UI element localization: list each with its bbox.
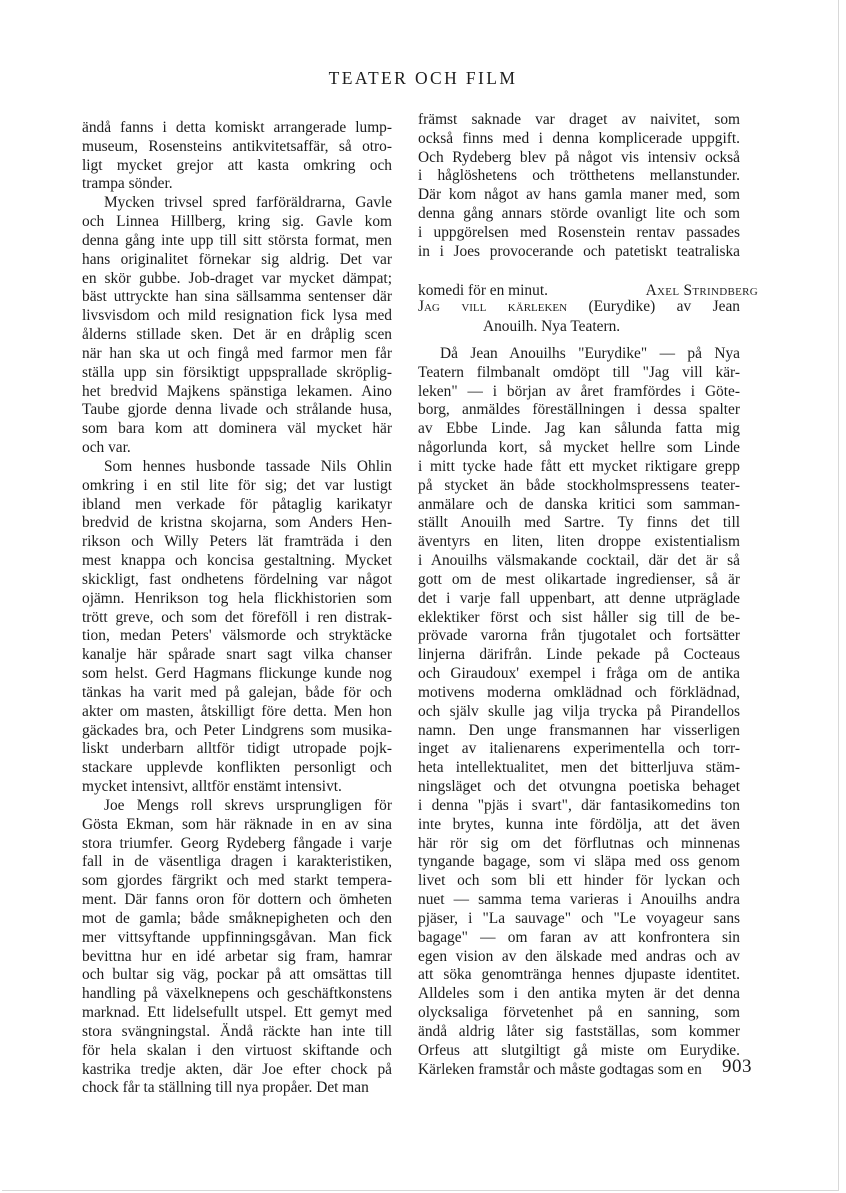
play-title: Jag vill kärleken <box>418 298 568 315</box>
play-author-first: Jean <box>712 298 740 315</box>
right-column-line: denna gång annars störde ovanligt lite och som <box>418 205 740 223</box>
left-column-line: Gösta Ekman, som här räknade in en av sina <box>82 815 392 833</box>
right-column-line: motivens moderna omklädnad och förklädnad, <box>418 683 740 701</box>
right-column-line: nuet — samma tema varieras i Anouilhs andra <box>418 891 740 909</box>
left-column-line: hans originalitet förnekar sig aldrig. Det var <box>82 250 392 268</box>
right-column-line: ningsläget och det otvungna poetiska behaget <box>418 778 740 796</box>
right-column-line: egen vision av den älskade med andras och av <box>418 947 740 965</box>
right-column-line: ställt Anouilh med Sartre. Ty finns det till <box>418 514 740 532</box>
left-column-line: bäst uttryckte han sina sällsamma sentenser där <box>82 288 392 306</box>
right-column-line: in i Joes provocerande och patetiskt teatraliska <box>418 242 740 260</box>
left-column-line: tion, medan Peters' välsmorde och stryktäcke <box>82 627 392 645</box>
right-column-line: i mitt tycke hade fått ett mycket riktigare grepp <box>418 457 740 475</box>
right-column-line: pjäser, i "La sauvage" och "Le voyageur sans <box>418 909 740 927</box>
right-column-line: leken" — i början av året framfördes i Göte- <box>418 382 740 400</box>
left-column-line: het bredvid Majkens spänstiga lekamen. Aino <box>82 382 392 400</box>
left-column-line: Taube gjorde denna livade och strålande husa, <box>82 401 392 419</box>
left-column-line: en skör gubbe. Job-draget var mycket dämpat; <box>82 269 392 287</box>
left-column-line: ålderns stillade sken. Det är en dråplig scen <box>82 326 392 344</box>
review-heading-by: av <box>676 298 692 315</box>
right-column-line: ändå aldrig låter sig fastställas, som kommer <box>418 1022 740 1040</box>
right-column-line: Kärleken framstår och måste godtagas som en <box>418 1060 702 1078</box>
right-column-line: främst saknade var draget av naivitet, som <box>418 111 740 128</box>
left-column-line: ment. Där fanns oron för dottern och ömheten <box>82 891 392 909</box>
review-heading-line-1 <box>418 297 740 317</box>
left-column-line: ställa upp sin försiktigt uppsprallade skröplig- <box>82 363 392 381</box>
right-column-line: och själv skulle jag vilja trycka på Pirandellos <box>418 702 740 720</box>
right-column-line: Och Rydeberg blev på något vis intensiv också <box>418 148 740 166</box>
left-column-line: Mycken trivsel spred farföräldrarna, Gavle <box>104 194 392 212</box>
left-column-line: kastrika tredje akten, där Joe efter chock på <box>82 1060 392 1078</box>
right-column-line: anmälare och de danska kritici som samman- <box>418 495 740 513</box>
right-column-line: Alldeles som i den antika myten är det denna <box>418 985 740 1003</box>
left-column-line: mot de gamla; både småknepigheten och den <box>82 909 392 927</box>
right-column-line: i denna "pjäs i svart", där fantasikomedins ton <box>418 796 740 814</box>
right-column-line: Då Jean Anouilhs "Eurydike" — på Nya <box>440 345 740 362</box>
left-column-line: Joe Mengs roll skrevs ursprungligen för <box>104 796 392 814</box>
left-column-line: liskt underbarn alltför tidigt utropade pojk- <box>82 740 392 758</box>
left-column-line: som helst. Gerd Hagmans flickunge kunde nog <box>82 665 392 683</box>
left-column-line: stackare upplevde konflikten personligt och <box>82 759 392 777</box>
right-column-line: i uppgörelsen med Rosenstein rentav passades <box>418 223 740 241</box>
right-column-line: äventyrs en liten, liten droppe existentialism <box>418 533 740 551</box>
left-column-line: bredvid de kristna skojarna, som Anders Hen- <box>82 514 392 532</box>
right-column-line: namn. Den unge fransmannen har visserligen <box>418 721 740 739</box>
left-column-line: akter om masten, åtskilligt före detta. Men hon <box>82 702 392 720</box>
left-column-line: kanalje här spårade snart sagt vilka chanser <box>82 646 392 664</box>
left-column-line: trampa sönder. <box>82 175 173 193</box>
left-column-line: trött greve, och som det föreföll i ren distrak- <box>82 608 392 626</box>
right-column-line: det i varje fall uppenbart, att denne utpräglade <box>418 589 740 607</box>
left-column-line: chock får ta ställning till nya propåer. Det man <box>82 1079 369 1097</box>
play-original-title: (Eurydike) <box>588 298 656 315</box>
right-column-line: här rör sig om det förflutnas och minnenas <box>418 834 740 852</box>
left-column-line: denna gång inte upp till sitt största format, men <box>82 231 392 249</box>
right-column-line: inget av italienarens experimentella och torr- <box>418 740 740 758</box>
left-column-line: och var. <box>82 439 131 457</box>
left-column-line: marknad. Ett lidelsefullt utspel. Ett gemyt med <box>82 1004 392 1021</box>
left-column-line: livsvisdom och mild resignation fick lysa med <box>82 307 392 325</box>
review-heading-line-2: Anouilh. Nya Teatern. <box>483 318 621 335</box>
left-column-line: stora triumfer. Georg Rydeberg fångade i varje <box>82 834 392 852</box>
left-column-line: handling på växelknepens och geschäftkonstens <box>82 985 392 1003</box>
right-column-line: borg, anmäldes föreställningen i dessa spalter <box>418 401 740 419</box>
right-column-line: eklektiker först och sist håller sig till de be- <box>418 608 740 626</box>
right-column-line: bagage" — om faran av att konfrontera sin <box>418 928 740 946</box>
left-column-line: Som hennes husbonde tassade Nils Ohlin <box>104 457 392 475</box>
right-column-line: livet och som bli ett hinder för lyckan och <box>418 872 740 890</box>
left-column-line: ligt mycket grejor att kasta omkring och <box>82 156 392 174</box>
left-column-line: mest knappa och koncisa gestaltning. Mycket <box>82 552 392 570</box>
left-column-line: gäckades bra, och Peter Lindgrens som musika- <box>82 721 392 739</box>
left-column-line: för hela skalan i den virtuost skiftande och <box>82 1041 392 1059</box>
right-column-line: prövade varorna från tjugotalet och fortsätter <box>418 627 740 645</box>
left-column-line: bevittna hur en idé arbetar sig fram, hamrar <box>82 947 392 965</box>
right-column-line: tyngande bagage, som vi släpa med oss genom <box>418 853 740 871</box>
right-column-line: olycksaliga förvetenhet på en sanning, som <box>418 1004 740 1022</box>
left-column-line: och bultar sig väg, pockar på att omsättas till <box>82 966 392 984</box>
left-column-line: mer vittsyftande uppfinningsgåvan. Man fick <box>82 928 392 946</box>
right-column-line: inte brytes, kunna inte fördölja, att det även <box>418 815 740 833</box>
right-column-line: Där kom något av hans gamla maner med, som <box>418 186 740 204</box>
right-column-line: i Anouilhs välsmakande cocktail, där det är så <box>418 552 740 570</box>
left-column-line: fall in de väsentliga dragen i karakteristiken, <box>82 853 392 871</box>
left-column-line: ändå fanns i detta komiskt arrangerade lump- <box>82 119 392 136</box>
left-column-line: som gjordes färgrikt och med starkt tempera- <box>82 872 392 890</box>
right-column-line: att söka genomtränga hennes djupaste identitet. <box>418 966 740 984</box>
left-column-line: skickligt, fast ondhetens fördelning var något <box>82 570 392 588</box>
right-column-line: i håglöshetens och trötthetens mellanstunder. <box>418 167 740 185</box>
left-column-line: stora svängningstal. Ändå räckte han inte till <box>82 1022 392 1040</box>
left-column-line: ibland men verkade för påtaglig karikatyr <box>82 495 392 513</box>
right-column-line: på stycket än både stockholmspressens teater- <box>418 476 740 494</box>
right-column-line: heta intellektualitet, men det bitterljuva stäm- <box>418 759 740 777</box>
right-column-line: gott om de mest olikartade ingredienser, så är <box>418 570 740 588</box>
right-column-line: av Ebbe Linde. Jag kan sålunda fatta mig <box>418 420 740 438</box>
left-column-line: när han ska ut och fingå med farmor men får <box>82 344 392 362</box>
right-column-line: någorlunda kort, så mycket hellre som Linde <box>418 439 740 457</box>
left-column-line: och Linnea Hillberg, kring sig. Gavle kom <box>82 213 392 231</box>
reviewer-signature: Axel Strindberg <box>645 282 758 299</box>
left-column-line: som bara kom att dominera väl mycket här <box>82 420 392 438</box>
right-column-line: Teatern filmbanalt omdöpt till "Jag vill kär- <box>418 363 740 381</box>
left-column-line: mycket intensivt, alltför enstämt intensivt. <box>82 778 342 796</box>
left-column-line: rikson och Willy Peters lät framträda i den <box>82 533 392 551</box>
right-column-line: och Giraudoux' exempel i fråga om de antika <box>418 665 740 683</box>
closing-text: komedi för en minut. <box>418 282 548 299</box>
left-column-line: ojämn. Henrikson tog hela flickhistorien som <box>82 589 392 607</box>
left-column-line: tänkas ha varit med på galejan, både för och <box>82 683 392 701</box>
left-column-line: omkring i en stil lite för sig; det var lustigt <box>82 476 392 494</box>
page-number: 903 <box>722 1056 752 1077</box>
left-column-line: museum, Rosensteins antikvitetsaffär, så otro- <box>82 137 392 155</box>
right-column-line: Orfeus att slutgiltigt gå miste om Eurydike. <box>418 1041 740 1059</box>
right-column-line: också finns med i denna komplicerade uppgift. <box>418 129 740 147</box>
running-title: TEATER OCH FILM <box>328 68 518 88</box>
right-column-line: linjerna därifrån. Linde pekade på Cocteaus <box>418 646 740 664</box>
